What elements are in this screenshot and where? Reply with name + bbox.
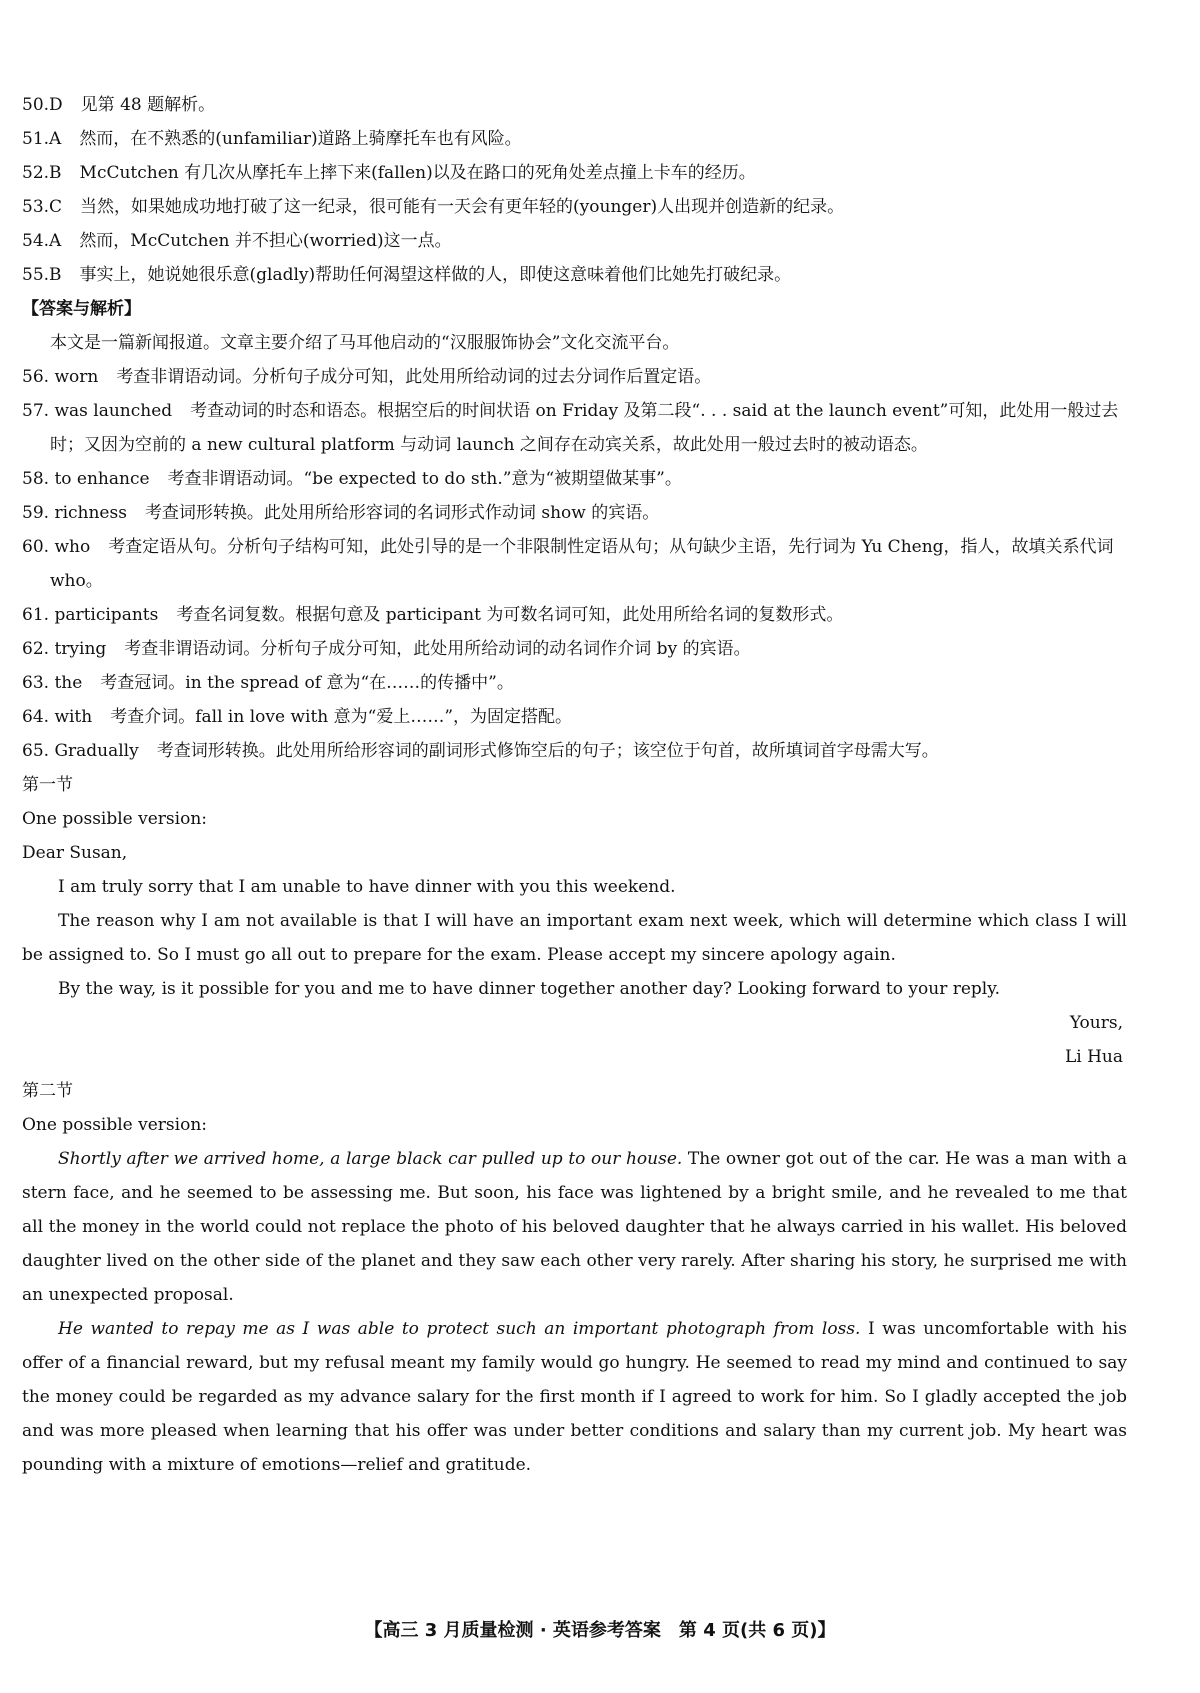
answer-55 [22, 258, 1127, 292]
answer-51 [22, 122, 1127, 156]
answer-number: 60. who [22, 537, 91, 557]
page-footer: 【高三 3 月质量检测 · 英语参考答案 第 4 页(共 6 页)】 [364, 1620, 836, 1641]
answer-60 [22, 530, 1127, 598]
answer-number: 59. richness [22, 503, 127, 523]
answer-61 [22, 598, 1127, 632]
answer-65 [22, 734, 1127, 768]
letter-signature: Li Hua [1064, 1047, 1123, 1067]
answer-53 [22, 190, 1127, 224]
story-paragraph-1 [22, 1142, 1127, 1312]
answer-62 [22, 632, 1127, 666]
section1-version: One possible version: [22, 809, 207, 829]
section1-title: 第一节 [22, 775, 73, 795]
answer-63 [22, 666, 1127, 700]
page-content [22, 88, 1127, 1482]
letter-paragraph: The reason why I am not available is that I will have an important exam next week, which will determine which class I will be assigned to. So I must go all out to prepare for the exam. Please accept my sincere apology again. [22, 911, 1127, 965]
answer-number: 57. was launched [22, 401, 173, 421]
answer-54 [22, 224, 1127, 258]
story-lead-sentence: Shortly after we arrived home, a large black car pulled up to our house. [58, 1149, 683, 1169]
story-lead-sentence: He wanted to repay me as I was able to protect such an important photograph from loss. [58, 1319, 861, 1339]
answer-59 [22, 496, 1127, 530]
answer-number: 55.B [22, 265, 62, 285]
answer-number: 51.A [22, 129, 62, 149]
letter-closing: Yours, [1069, 1013, 1123, 1033]
answer-number: 61. participants [22, 605, 159, 625]
letter-paragraph: I am truly sorry that I am unable to have dinner with you this weekend. [58, 877, 676, 897]
answer-number: 65. Gradually [22, 741, 139, 761]
answer-explanation: 考查非谓语动词。分析句子成分可知，此处用所给动词的动名词作介词 by 的宾语。 [124, 639, 751, 659]
answer-explanation: 考查非谓语动词。“be expected to do sth.”意为“被期望做某事”。 [167, 469, 682, 489]
answer-number: 50.D [22, 95, 63, 115]
answer-explanation: 考查动词的时态和语态。根据空后的时间状语 on Friday 及第二段“. . . said at the launch event”可知，此处用一般过去时；又因为空前的 a new cultural platform 与动词 launch 之间存在动宾关系，故此处用一般过去时的被动语态。 [50, 401, 1119, 455]
answer-explanation: McCutchen 有几次从摩托车上摔下来(fallen)以及在路口的死角处差点撞上卡车的经历。 [79, 163, 756, 183]
answer-explanation: 然而，McCutchen 并不担心(worried)这一点。 [79, 231, 452, 251]
answer-explanation: 考查定语从句。分析句子结构可知，此处引导的是一个非限制性定语从句；从句缺少主语，先行词为 Yu Cheng，指人，故填关系代词 who。 [50, 537, 1114, 591]
answer-52 [22, 156, 1127, 190]
story-text: I was uncomfortable with his offer of a financial reward, but my refusal meant my family would go hungry. He seemed to read my mind and continued to say the money could be regarded as my advance salary for the first month if I agreed to work for him. So I gladly accepted the job and was more pleased when learning that his offer was under better conditions and salary than my current job. My heart was pounding with a mixture of emotions—relief and gratitude. [22, 1319, 1128, 1475]
answer-number: 56. worn [22, 367, 99, 387]
answer-number: 58. to enhance [22, 469, 150, 489]
answer-58 [22, 462, 1127, 496]
answer-explanation: 事实上，她说她很乐意(gladly)帮助任何渴望这样做的人，即使这意味着他们比她先打破纪录。 [79, 265, 792, 285]
letter-paragraph: By the way, is it possible for you and me to have dinner together another day? Looking forward to your reply. [58, 979, 1000, 999]
answer-explanation: 考查词形转换。此处用所给形容词的名词形式作动词 show 的宾语。 [144, 503, 660, 523]
section2-title: 第二节 [22, 1081, 73, 1101]
answer-56 [22, 360, 1127, 394]
answer-explanation: 当然，如果她成功地打破了这一纪录，很可能有一天会有更年轻的(younger)人出现并创造新的纪录。 [80, 197, 845, 217]
answer-number: 63. the [22, 673, 83, 693]
answer-explanation: 考查非谓语动词。分析句子成分可知，此处用所给动词的过去分词作后置定语。 [116, 367, 712, 387]
answer-50 [22, 88, 1127, 122]
answer-explanation: 考查冠词。in the spread of 意为“在……的传播中”。 [100, 673, 514, 693]
answer-number: 54.A [22, 231, 62, 251]
answer-number: 53.C [22, 197, 63, 217]
answer-explanation: 考查名词复数。根据句意及 participant 为可数名词可知，此处用所给名词的复数形式。 [176, 605, 844, 625]
answer-57 [22, 394, 1127, 462]
section-heading: 【答案与解析】 [22, 299, 141, 319]
answer-explanation: 然而，在不熟悉的(unfamiliar)道路上骑摩托车也有风险。 [79, 129, 522, 149]
answer-64 [22, 700, 1127, 734]
answer-explanation: 见第 48 题解析。 [80, 95, 216, 115]
answer-number: 52.B [22, 163, 62, 183]
story-text: The owner got out of the car. He was a man with a stern face, and he seemed to be assessing me. But soon, his face was lightened by a bright smile, and he revealed to me that all the money in the world could not replace the photo of his beloved daughter that he always carried in his wallet. His beloved daughter lived on the other side of the planet and they saw each other very rarely. After sharing his story, he surprised me with an unexpected proposal. [22, 1149, 1127, 1305]
answer-explanation: 考查介词。fall in love with 意为“爱上……”，为固定搭配。 [110, 707, 573, 727]
answer-number: 64. with [22, 707, 93, 727]
passage-intro: 本文是一篇新闻报道。文章主要介绍了马耳他启动的“汉服服饰协会”文化交流平台。 [50, 333, 680, 353]
section2-version: One possible version: [22, 1115, 207, 1135]
story-paragraph-2 [22, 1312, 1127, 1482]
answer-number: 62. trying [22, 639, 107, 659]
answer-explanation: 考查词形转换。此处用所给形容词的副词形式修饰空后的句子；该空位于句首，故所填词首字母需大写。 [156, 741, 939, 761]
letter-greeting: Dear Susan, [22, 843, 128, 863]
